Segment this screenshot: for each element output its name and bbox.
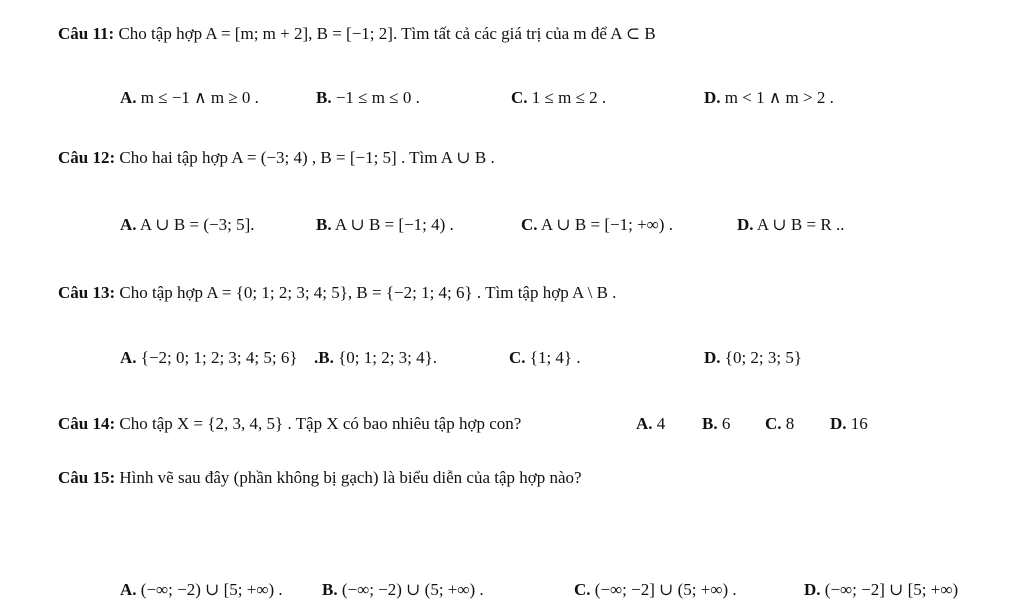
question-text: Cho tập hợp A = [m; m + 2], B = [−1; 2]. Tìm tất cả các giá trị của m để A ⊂ B: [118, 24, 656, 43]
question-number: Câu 14:: [58, 414, 116, 433]
question-number: Câu 15:: [58, 468, 116, 487]
option-15-a[interactable]: A. (−∞; −2) ∪ [5; +∞) .: [120, 580, 283, 599]
question-12: [58, 148, 495, 168]
option-11-c[interactable]: C. 1 ≤ m ≤ 2 .: [511, 88, 607, 107]
option-13-a[interactable]: A. {−2; 0; 1; 2; 3; 4; 5; 6}: [120, 348, 298, 367]
option-11-a[interactable]: A. m ≤ −1 ∧ m ≥ 0 .: [120, 88, 259, 107]
question-15: [58, 468, 582, 488]
option-14-b[interactable]: B. 6: [702, 414, 731, 433]
option-15-c[interactable]: C. (−∞; −2] ∪ (5; +∞) .: [574, 580, 737, 599]
option-11-b[interactable]: B. −1 ≤ m ≤ 0 .: [316, 88, 420, 107]
question-11: [58, 24, 656, 44]
option-12-d[interactable]: D. A ∪ B = R ..: [737, 215, 845, 234]
option-11-d[interactable]: D. m < 1 ∧ m > 2 .: [704, 88, 834, 107]
question-number: Câu 11:: [58, 24, 115, 43]
question-text: Cho hai tập hợp A = (−3; 4) , B = [−1; 5] . Tìm A ∪ B .: [119, 148, 495, 167]
question-13: [58, 283, 616, 303]
option-12-b[interactable]: B. A ∪ B = [−1; 4) .: [316, 215, 454, 234]
option-13-d[interactable]: D. {0; 2; 3; 5}: [704, 348, 803, 367]
question-number: Câu 12:: [58, 148, 116, 167]
question-text: Hình vẽ sau đây (phần không bị gạch) là biểu diễn của tập hợp nào?: [119, 468, 582, 487]
option-12-a[interactable]: A. A ∪ B = (−3; 5].: [120, 215, 255, 234]
option-13-b[interactable]: .B. {0; 1; 2; 3; 4}.: [314, 348, 438, 367]
question-14: [58, 414, 521, 434]
option-12-c[interactable]: C. A ∪ B = [−1; +∞) .: [521, 215, 673, 234]
option-14-c[interactable]: C. 8: [765, 414, 795, 433]
question-number: Câu 13:: [58, 283, 116, 302]
question-text: Cho tập hợp A = {0; 1; 2; 3; 4; 5}, B = {−2; 1; 4; 6} . Tìm tập hợp A \ B .: [119, 283, 617, 302]
option-14-a[interactable]: A. 4: [636, 414, 666, 433]
option-15-b[interactable]: B. (−∞; −2) ∪ (5; +∞) .: [322, 580, 484, 599]
option-14-d[interactable]: D. 16: [830, 414, 868, 433]
option-15-d[interactable]: D. (−∞; −2] ∪ [5; +∞): [804, 580, 959, 599]
option-13-c[interactable]: C. {1; 4} .: [509, 348, 581, 367]
question-text: Cho tập X = {2, 3, 4, 5} . Tập X có bao nhiêu tập hợp con?: [119, 414, 522, 433]
